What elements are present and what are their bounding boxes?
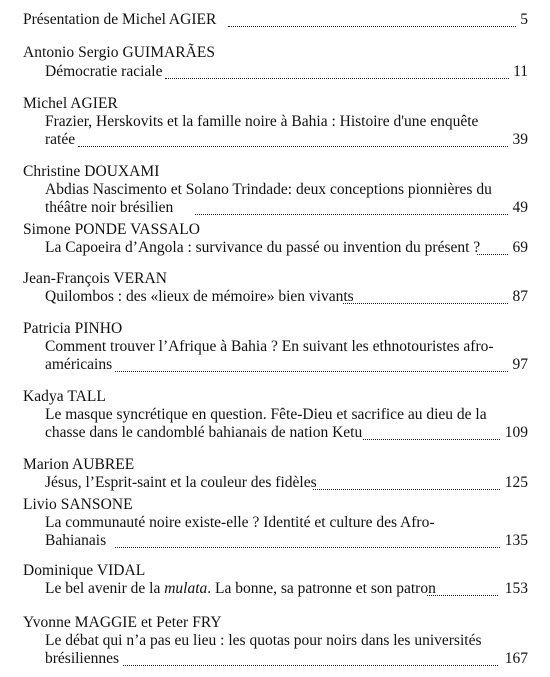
- toc-page-number: 135: [504, 532, 528, 549]
- toc-entry-title: La Capoeira d’Angola : survivance du passé ou invention du présent ?: [45, 239, 481, 256]
- toc-page-number: 153: [504, 580, 528, 597]
- toc-leader-dots: [78, 146, 508, 147]
- toc-entry-title: Le débat qui n’a pas eu lieu : les quotas pour noirs dans les universités: [45, 632, 482, 649]
- toc-author: Antonio Sergio GUIMARÃES: [23, 44, 216, 61]
- toc-entry-title: Frazier, Herskovits et la famille noire à Bahia : Histoire d'une enquête: [45, 113, 479, 130]
- toc-entry-line[interactable]: [45, 63, 528, 83]
- toc-leader-dots: [343, 303, 508, 304]
- toc-page-number: 97: [512, 356, 528, 373]
- toc-author: Marion AUBREE: [23, 456, 135, 473]
- toc-entry-title-cont: Bahianais: [45, 532, 107, 549]
- toc-author: Yvonne MAGGIE et Peter FRY: [23, 614, 222, 631]
- toc-entry-title-cont: ratée: [45, 131, 76, 148]
- toc-author: Simone PONDE VASSALO: [23, 221, 200, 238]
- toc-leader-dots: [115, 371, 508, 372]
- toc-leader-dots: [477, 254, 508, 255]
- toc-entry-title: Quilombos : des «lieux de mémoire» bien vivants: [45, 288, 354, 305]
- toc-presentation-line[interactable]: [23, 11, 528, 31]
- toc-entry-title: Abdias Nascimento et Solano Trindade: deux conceptions pionnières du: [45, 181, 492, 198]
- toc-entry-line[interactable]: [45, 532, 528, 552]
- toc-leader-dots: [427, 595, 498, 596]
- toc-page-number: 109: [504, 424, 528, 441]
- toc-entry-line[interactable]: [45, 199, 528, 219]
- toc-entry-title-cont: théâtre noir brésilien: [45, 199, 174, 216]
- toc-page-number: 39: [512, 131, 528, 148]
- toc-entry-line[interactable]: [45, 239, 528, 259]
- toc-entry-title: Le masque syncrétique en question. Fête-Dieu et sacrifice au dieu de la: [45, 406, 487, 423]
- toc-page-number: 125: [504, 474, 528, 491]
- toc-page-number: 11: [513, 63, 528, 80]
- toc-page-number: 69: [512, 239, 528, 256]
- toc-entry-title: Comment trouver l’Afrique à Bahia ? En suivant les ethnotouristes afro-: [45, 338, 494, 355]
- toc-page-number: 87: [512, 288, 528, 305]
- toc-author: Dominique VIDAL: [23, 562, 146, 579]
- toc-author: Livio SANSONE: [23, 496, 133, 513]
- toc-entry-line[interactable]: [45, 131, 528, 151]
- toc-leader-dots: [313, 489, 500, 490]
- toc-page-number: 5: [520, 11, 528, 28]
- toc-entry-title: La communauté noire existe-elle ? Identité et culture des Afro-: [45, 514, 435, 531]
- toc-entry-line[interactable]: [45, 288, 528, 308]
- toc-entry-line[interactable]: [45, 356, 528, 376]
- toc-page-number: 49: [512, 199, 528, 216]
- toc-entry-title: [45, 580, 437, 598]
- toc-leader-dots: [165, 78, 509, 79]
- toc-entry-title-cont: chasse dans le candomblé bahianais de nation Ketu: [45, 424, 363, 441]
- toc-entry-title-part: Le bel avenir de la: [45, 580, 165, 597]
- toc-entry-line[interactable]: [45, 474, 528, 494]
- toc-author: Patricia PINHO: [23, 320, 123, 337]
- toc-entry-line[interactable]: [45, 580, 528, 600]
- toc-leader-dots: [363, 439, 500, 440]
- toc-author: Jean-François VERAN: [23, 270, 168, 287]
- toc-leader-dots: [228, 26, 516, 27]
- toc-leader-dots: [195, 214, 508, 215]
- toc-leader-dots: [123, 665, 498, 666]
- toc-entry-title-part: . La bonne, sa patronne et son patron: [207, 580, 436, 597]
- toc-entry-line[interactable]: [45, 424, 528, 444]
- toc-entry-title: Démocratie raciale: [45, 63, 163, 80]
- toc-entry-title-cont: brésiliennes: [45, 650, 120, 667]
- toc-leader-dots: [115, 547, 500, 548]
- toc-entry-title: Jésus, l’Esprit-saint et la couleur des fidèles: [45, 474, 317, 491]
- toc-entry-title-cont: américains: [45, 356, 113, 373]
- toc-entry-title-italic: mulata: [164, 580, 208, 597]
- toc-author: Michel AGIER: [23, 95, 118, 112]
- toc-presentation-title: Présentation de Michel AGIER: [23, 11, 217, 28]
- toc-page-number: 167: [504, 650, 528, 667]
- toc-author: Christine DOUXAMI: [23, 163, 160, 180]
- toc-entry-line[interactable]: [45, 650, 528, 670]
- toc-author: Kadya TALL: [23, 388, 106, 405]
